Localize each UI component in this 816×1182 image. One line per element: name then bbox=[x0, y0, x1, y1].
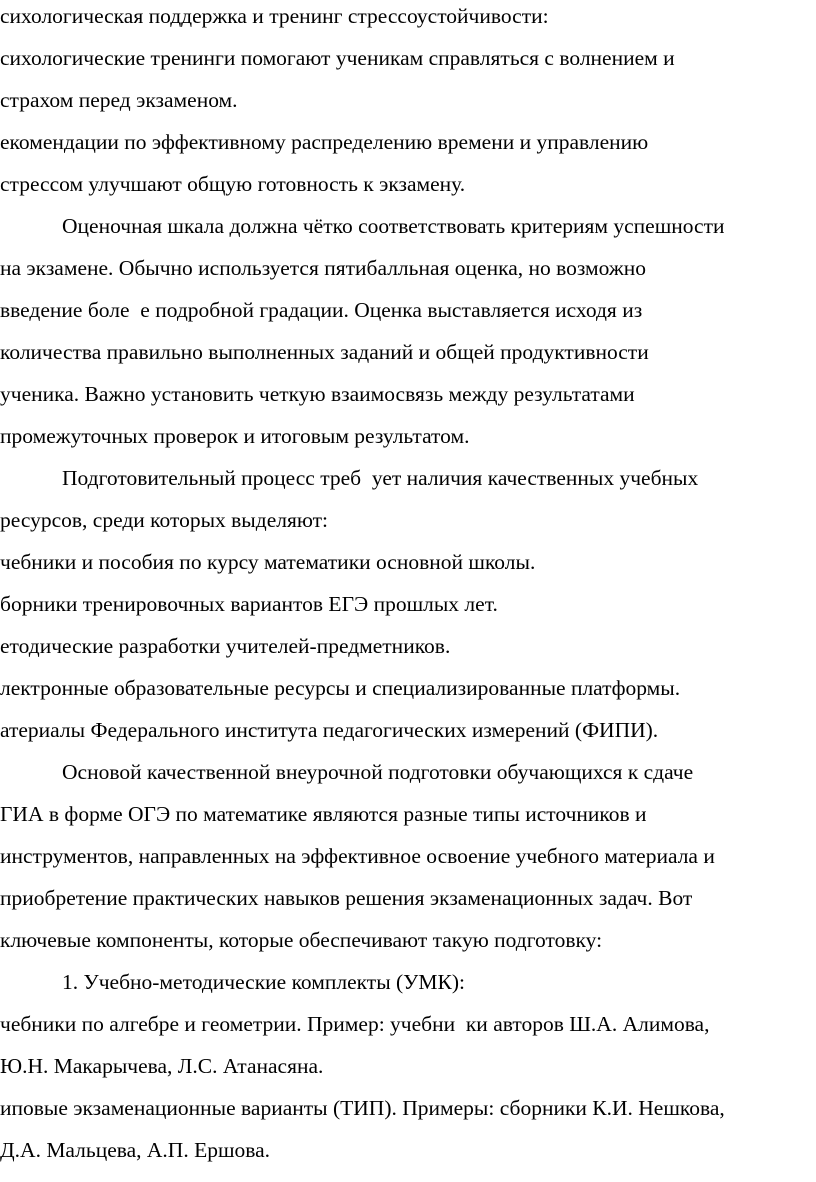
text-line: стрессом улучшают общую готовность к экзамену. bbox=[0, 172, 466, 196]
text-line: екомендации по эффективному распределению времени и управлению bbox=[0, 130, 649, 154]
text-line: ГИА в форме ОГЭ по математике являются разные типы источников и bbox=[0, 802, 647, 826]
text-line: Ю.Н. Макарычева, Л.С. Атанасяна. bbox=[0, 1054, 324, 1078]
text-line: инструментов, направленных на эффективное освоение учебного материала и bbox=[0, 844, 715, 868]
text-line: количества правильно выполненных заданий и общей продуктивности bbox=[0, 340, 649, 364]
list-item: етодические разработки учителей-предметников. bbox=[0, 634, 451, 658]
text-line: введение боле е подробной градации. Оценка выставляется исходя из bbox=[0, 298, 643, 322]
text-line: ключевые компоненты, которые обеспечивают такую подготовку: bbox=[0, 928, 603, 952]
numbered-heading: 1. Учебно-методические комплекты (УМК): bbox=[62, 970, 465, 994]
list-item: лектронные образовательные ресурсы и специализированные платформы. bbox=[0, 676, 681, 700]
text-line: приобретение практических навыков решения экзаменационных задач. Вот bbox=[0, 886, 693, 910]
paragraph-first-line: Основой качественной внеурочной подготовки обучающихся к сдаче bbox=[62, 760, 694, 784]
paragraph-first-line: Оценочная шкала должна чётко соответствовать критериям успешности bbox=[62, 214, 725, 238]
text-line: Д.А. Мальцева, А.П. Ершова. bbox=[0, 1138, 271, 1162]
text-line: страхом перед экзаменом. bbox=[0, 88, 238, 112]
paragraph-first-line: Подготовительный процесс треб ует наличия качественных учебных bbox=[62, 466, 699, 490]
text-line: ученика. Важно установить четкую взаимосвязь между результатами bbox=[0, 382, 635, 406]
list-item: чебники и пособия по курсу математики основной школы. bbox=[0, 550, 536, 574]
text-line: сихологическая поддержка и тренинг стрессоустойчивости: bbox=[0, 4, 549, 28]
text-line: сихологические тренинги помогают ученикам справляться с волнением и bbox=[0, 46, 675, 70]
list-item: атериалы Федерального института педагогических измерений (ФИПИ). bbox=[0, 718, 659, 742]
list-item: борники тренировочных вариантов ЕГЭ прошлых лет. bbox=[0, 592, 498, 616]
list-item: иповые экзаменационные варианты (ТИП). Примеры: сборники К.И. Нешкова, bbox=[0, 1096, 725, 1120]
list-item: чебники по алгебре и геометрии. Пример: учебни ки авторов Ш.А. Алимова, bbox=[0, 1012, 710, 1036]
text-line: на экзамене. Обычно используется пятибалльная оценка, но возможно bbox=[0, 256, 646, 280]
text-line: промежуточных проверок и итоговым результатом. bbox=[0, 424, 470, 448]
text-line: ресурсов, среди которых выделяют: bbox=[0, 508, 329, 532]
